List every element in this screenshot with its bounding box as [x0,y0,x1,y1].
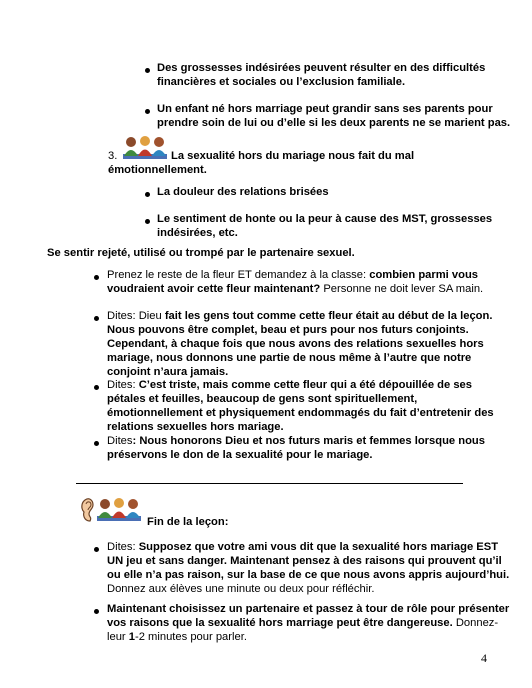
rejected-statement: Se sentir rejeté, utilisé ou trompé par le partenaire sexuel. [47,247,355,259]
bullet-marker [94,275,99,280]
ear-icon [80,497,94,523]
activity-2-line-5: conjoint n’aura jamais. [107,366,229,378]
end-2-line-1: Maintenant choisissez un partenaire et passez à tour de rôle pour présenter [107,603,510,615]
bullet-marker [94,547,99,552]
section-3-title: La sexualité hors du mariage nous fait du mal [171,150,415,162]
section-3-bullet-1: La douleur des relations brisées [157,186,329,198]
end-1-line-2: UN jeu et sans danger. Maintenant pensez à des raisons qui prouvent qu’il [107,555,502,567]
activity-1-line-2: voudraient avoir cette fleur maintenant? Personne ne doit lever SA main. [107,283,484,295]
bullet-marker [145,68,150,73]
activity-2-line-2: Nous pouvons être complet, beau et purs pour nos futurs conjoints. [107,324,469,336]
bullet-marker [145,109,150,114]
bullet-marker [145,192,150,197]
bullet-marker [94,609,99,614]
group-people-icon [122,134,168,160]
activity-4-line-2: préservons le don de la sexualité pour le mariage. [107,449,373,461]
activity-1-line-1: Prenez le reste de la fleur ET demandez à la classe: combien parmi vous [107,269,479,281]
section-divider [76,483,463,484]
bullet-marker [94,385,99,390]
activity-2-line-4: mariage, nous donnons une partie de nous même à l’autre que notre [107,352,472,364]
end-1-line-1: Dites: Supposez que votre ami vous dit que la sexualité hors mariage EST [107,541,499,553]
top-bullet-1-line-1: Des grossesses indésirées peuvent résulter en des difficultés [157,62,486,74]
activity-3-line-2: pétales et feuilles, beaucoup de gens sont spirituellement, [107,393,418,405]
bullet-marker [94,316,99,321]
section-3-bullet-2-line-2: indésirées, etc. [157,227,238,239]
activity-4-line-1: Dites: Nous honorons Dieu et nos futurs maris et femmes lorsque nous [107,435,485,447]
activity-2-line-1: Dites: Dieu fait les gens tout comme cette fleur était au début de la leçon. [107,310,493,322]
top-bullet-1-line-2: financières et sociales ou l’exclusion familiale. [157,76,406,88]
group-people-icon [96,496,142,522]
end-1-line-3: ou elle n’a pas raison, sur la base de ce que nous avons appris aujourd’hui. [107,569,510,581]
activity-3-line-3: émotionnellement et physiquement endommagés du fait d’entretenir des [107,407,494,419]
end-2-line-2: vos raisons que la sexualité hors marriage peut être dangereuse. Donnez- [107,617,499,629]
end-section-title: Fin de la leçon: [147,516,229,528]
activity-3-line-4: relations sexuelles hors mariage. [107,421,284,433]
section-3-bullet-2-line-1: Le sentiment de honte ou la peur à cause des MST, grossesses [157,213,493,225]
bullet-marker [145,219,150,224]
page-number: 4 [481,651,487,665]
end-1-line-4: Donnez aux élèves une minute ou deux pour réfléchir. [107,583,375,595]
top-bullet-2-line-1: Un enfant né hors marriage peut grandir sans ses parents pour [157,103,493,115]
section-3-number: 3. [108,150,118,162]
activity-3-line-1: Dites: C’est triste, mais comme cette fleur qui a été dépouillée de ses [107,379,472,391]
section-3-title-line-2: émotionnellement. [108,164,207,176]
end-2-line-3: leur 1-2 minutes pour parler. [107,631,247,643]
top-bullet-2-line-2: prendre soin de lui ou d’elle si les deux parents ne se marient pas. [157,117,511,129]
activity-2-line-3: Cependant, à chaque fois que nous avons des relations sexuelles hors [107,338,484,350]
bullet-marker [94,441,99,446]
